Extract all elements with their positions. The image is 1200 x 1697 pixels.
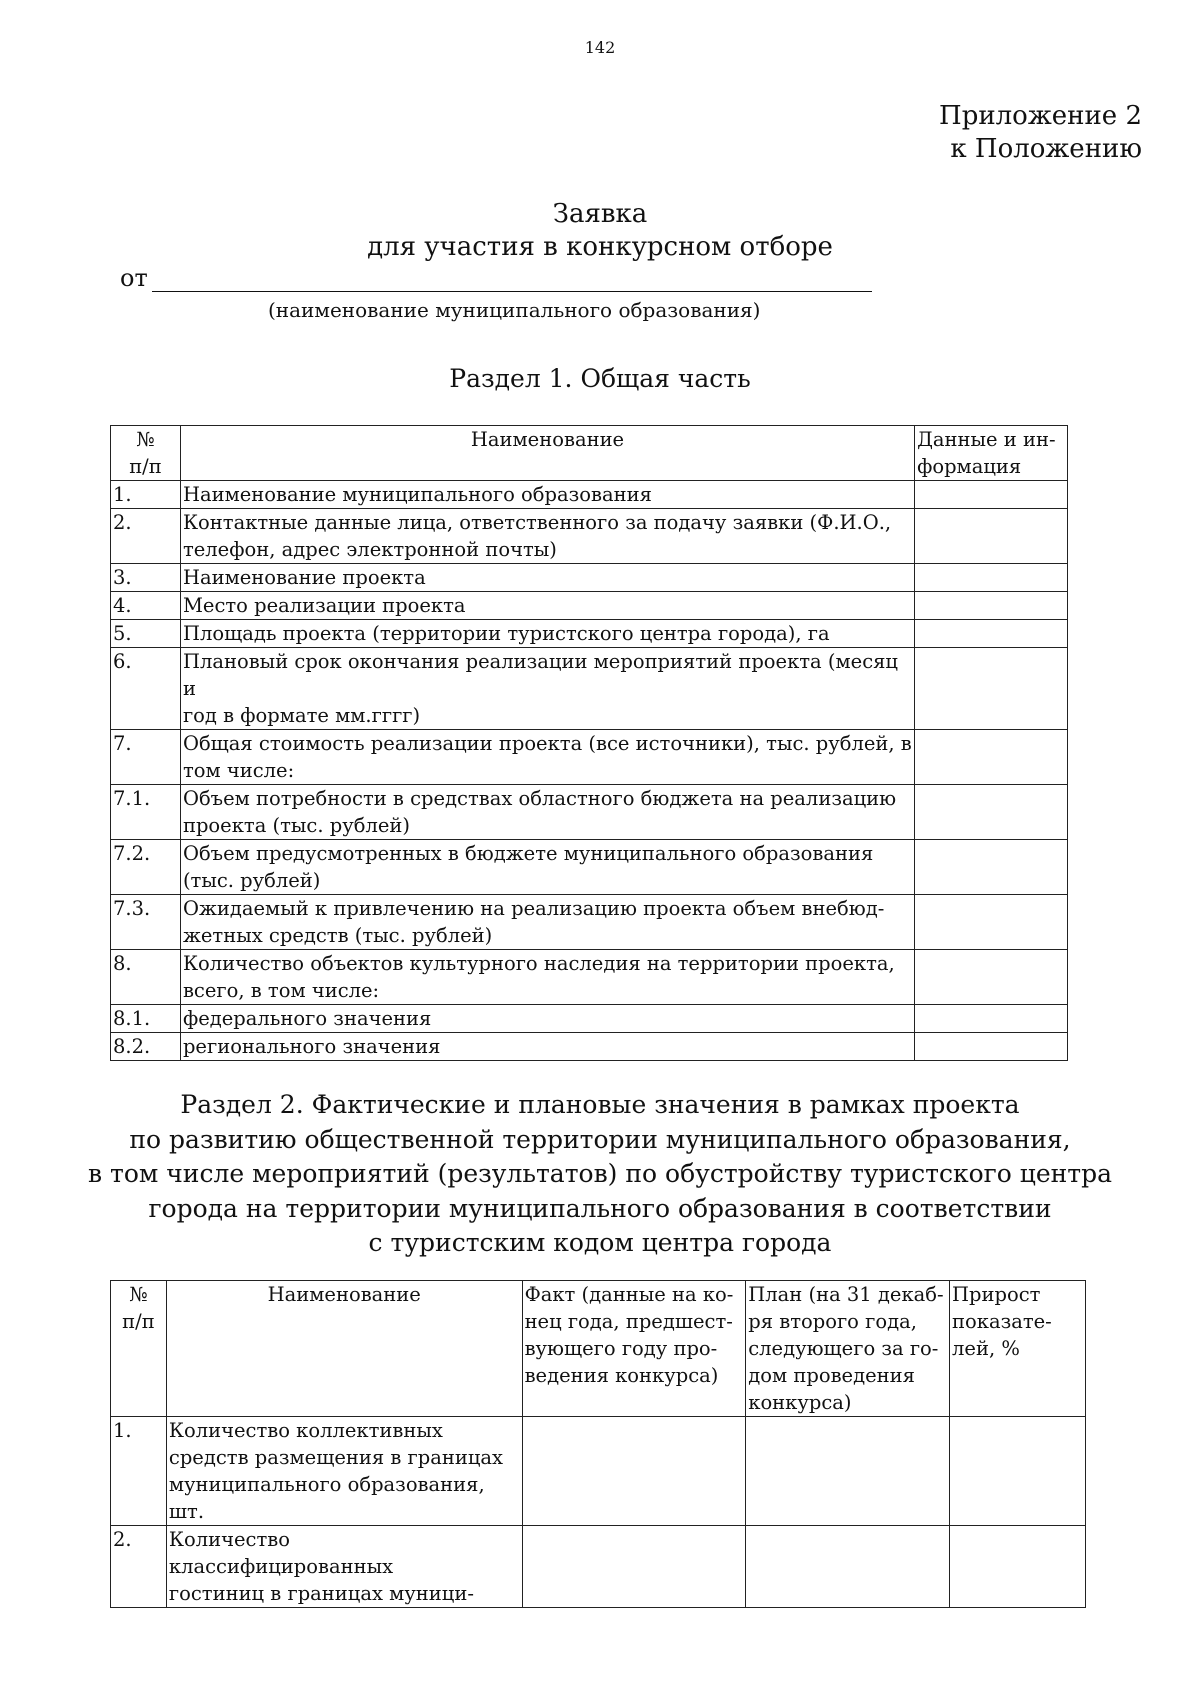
table-row: [111, 592, 1068, 620]
from-caption: (наименование муниципального образования): [268, 298, 761, 322]
header-num: № п/п: [111, 426, 181, 481]
row-name: Контактные данные лица, ответственного за подачу заявки (Ф.И.О., телефон, адрес электронной почты): [180, 509, 914, 564]
data-cell[interactable]: [915, 481, 1068, 509]
title-line-1: Заявка: [552, 199, 648, 229]
row-number: 7.1.: [111, 785, 181, 840]
data-cell[interactable]: [522, 1417, 746, 1526]
table-row: [111, 564, 1068, 592]
row-number: 8.1.: [111, 1005, 181, 1033]
table-row: [111, 648, 1068, 730]
page-number: 142: [584, 38, 616, 57]
header-num: № п/п: [111, 1281, 167, 1417]
appendix-label: [939, 100, 1142, 166]
header-data: Данные и ин- формация: [915, 426, 1068, 481]
data-cell[interactable]: [746, 1417, 950, 1526]
from-field: [120, 264, 872, 292]
section1-header-row: [111, 426, 1068, 481]
row-number: 5.: [111, 620, 181, 648]
data-cell[interactable]: [915, 592, 1068, 620]
from-label: от: [120, 264, 148, 292]
table-row: [111, 509, 1068, 564]
table-row: [111, 1526, 1086, 1608]
row-name: Место реализации проекта: [180, 592, 914, 620]
row-number: 1.: [111, 1417, 167, 1526]
table-row: [111, 481, 1068, 509]
row-number: 8.: [111, 950, 181, 1005]
data-cell[interactable]: [915, 840, 1068, 895]
header-fact: Факт (данные на ко- нец года, предшест- вующего году про- ведения конкурса): [522, 1281, 746, 1417]
row-number: 3.: [111, 564, 181, 592]
row-number: 2.: [111, 1526, 167, 1608]
data-cell[interactable]: [522, 1526, 746, 1608]
data-cell[interactable]: [915, 950, 1068, 1005]
document-title: [0, 198, 1200, 264]
table-row: [111, 785, 1068, 840]
row-name: Количество классифицированных гостиниц в границах муници-: [166, 1526, 522, 1608]
table-row: [111, 950, 1068, 1005]
appendix-line-1: Приложение 2: [939, 101, 1142, 131]
data-cell[interactable]: [915, 1005, 1068, 1033]
section1-table: [110, 425, 1068, 1061]
data-cell[interactable]: [950, 1417, 1086, 1526]
row-number: 4.: [111, 592, 181, 620]
row-name: Наименование муниципального образования: [180, 481, 914, 509]
data-cell[interactable]: [915, 895, 1068, 950]
table-row: [111, 1417, 1086, 1526]
data-cell[interactable]: [915, 785, 1068, 840]
row-name: Количество коллективных средств размещения в границах муниципального образования, шт.: [166, 1417, 522, 1526]
data-cell[interactable]: [915, 564, 1068, 592]
row-number: 6.: [111, 648, 181, 730]
section2-header-row: [111, 1281, 1086, 1417]
row-number: 7.3.: [111, 895, 181, 950]
row-number: 7.: [111, 730, 181, 785]
row-number: 2.: [111, 509, 181, 564]
data-cell[interactable]: [950, 1526, 1086, 1608]
row-name: Наименование проекта: [180, 564, 914, 592]
data-cell[interactable]: [915, 648, 1068, 730]
header-name: Наименование: [180, 426, 914, 481]
table-row: [111, 730, 1068, 785]
section2-title: Раздел 2. Фактические и плановые значения в рамках проекта по развитию общественной территории муниципального образования, в том числе мероприятий (результатов) по обустройству туристского центра города на территории муниципального образования в соответствии с туристским кодом центра города: [87, 1090, 1113, 1257]
data-cell[interactable]: [746, 1526, 950, 1608]
from-blank-line: [152, 265, 872, 292]
row-number: 1.: [111, 481, 181, 509]
table-row: [111, 1033, 1068, 1061]
table-row: [111, 620, 1068, 648]
row-name: регионального значения: [180, 1033, 914, 1061]
title-line-2: для участия в конкурсном отборе: [367, 232, 833, 262]
table-row: [111, 895, 1068, 950]
row-name: Площадь проекта (территории туристского центра города), га: [180, 620, 914, 648]
row-number: 8.2.: [111, 1033, 181, 1061]
section2-table: [110, 1280, 1086, 1608]
data-cell[interactable]: [915, 1033, 1068, 1061]
header-plan: План (на 31 декаб- ря второго года, следующего за го- дом проведения конкурса): [746, 1281, 950, 1417]
data-cell[interactable]: [915, 509, 1068, 564]
row-name: Объем предусмотренных в бюджете муниципального образования (тыс. рублей): [180, 840, 914, 895]
row-name: Общая стоимость реализации проекта (все источники), тыс. рублей, в том числе:: [180, 730, 914, 785]
table-row: [111, 840, 1068, 895]
row-name: федерального значения: [180, 1005, 914, 1033]
section1-title: Раздел 1. Общая часть: [449, 364, 751, 393]
row-name: Ожидаемый к привлечению на реализацию проекта объем внебюд- жетных средств (тыс. рублей): [180, 895, 914, 950]
appendix-line-2: к Положению: [950, 134, 1142, 164]
data-cell[interactable]: [915, 620, 1068, 648]
table-row: [111, 1005, 1068, 1033]
row-name: Объем потребности в средствах областного бюджета на реализацию проекта (тыс. рублей): [180, 785, 914, 840]
row-number: 7.2.: [111, 840, 181, 895]
data-cell[interactable]: [915, 730, 1068, 785]
header-name: Наименование: [166, 1281, 522, 1417]
header-growth: Прирост показате- лей, %: [950, 1281, 1086, 1417]
row-name: Плановый срок окончания реализации мероприятий проекта (месяц и год в формате мм.гггг): [180, 648, 914, 730]
row-name: Количество объектов культурного наследия на территории проекта, всего, в том числе:: [180, 950, 914, 1005]
